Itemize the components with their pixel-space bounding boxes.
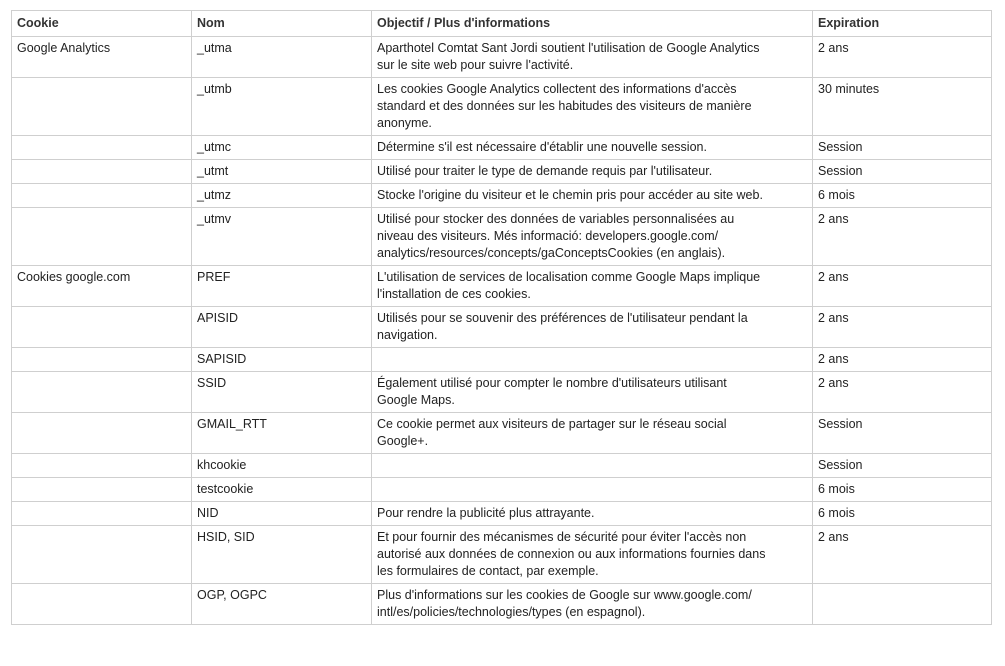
cookie-expiration-cell: 6 mois — [813, 184, 992, 208]
cookie-expiration-cell: 2 ans — [813, 37, 992, 78]
table-row — [12, 37, 992, 78]
cookie-category-cell — [12, 372, 192, 413]
cookie-category-cell — [12, 502, 192, 526]
cookie-expiration-cell: 2 ans — [813, 307, 992, 348]
cookie-expiration-cell: Session — [813, 413, 992, 454]
cookie-expiration-cell — [813, 584, 992, 625]
cookie-purpose-cell — [372, 348, 813, 372]
cookie-name-cell: _utmt — [192, 160, 372, 184]
cookie-category-cell — [12, 526, 192, 584]
cookie-expiration-cell: Session — [813, 136, 992, 160]
cookie-purpose-cell: Également utilisé pour compter le nombre d'utilisateurs utilisant Google Maps. — [372, 372, 813, 413]
cookie-name-cell: APISID — [192, 307, 372, 348]
cookie-category-cell — [12, 78, 192, 136]
cookie-purpose-cell — [372, 454, 813, 478]
table-row — [12, 208, 992, 266]
cookie-expiration-cell: Session — [813, 454, 992, 478]
cookie-expiration-cell: 6 mois — [813, 502, 992, 526]
cookie-name-cell: _utma — [192, 37, 372, 78]
table-header — [12, 11, 992, 37]
cookie-purpose-cell: Et pour fournir des mécanismes de sécurité pour éviter l'accès non autorisé aux données de connexion ou aux informations fournies dans les formulaires de contact, par exemple. — [372, 526, 813, 584]
cookie-category-cell — [12, 348, 192, 372]
cookie-purpose-cell: Utilisé pour traiter le type de demande requis par l'utilisateur. — [372, 160, 813, 184]
cookie-table — [11, 10, 992, 625]
cookie-purpose-cell: Ce cookie permet aux visiteurs de partager sur le réseau social Google+. — [372, 413, 813, 454]
cookie-purpose-cell: Détermine s'il est nécessaire d'établir une nouvelle session. — [372, 136, 813, 160]
cookie-expiration-cell: 30 minutes — [813, 78, 992, 136]
cookie-category-cell — [12, 307, 192, 348]
cookie-category-cell: Cookies google.com — [12, 266, 192, 307]
cookie-name-cell: SSID — [192, 372, 372, 413]
table-row — [12, 78, 992, 136]
header-expiration: Expiration — [813, 11, 992, 37]
cookie-purpose-cell: Pour rendre la publicité plus attrayante. — [372, 502, 813, 526]
table-body — [12, 37, 992, 625]
cookie-name-cell: NID — [192, 502, 372, 526]
table-row — [12, 184, 992, 208]
cookie-category-cell — [12, 454, 192, 478]
cookie-name-cell: _utmz — [192, 184, 372, 208]
cookie-category-cell — [12, 478, 192, 502]
table-row — [12, 454, 992, 478]
cookie-expiration-cell: 2 ans — [813, 208, 992, 266]
cookie-category-cell — [12, 136, 192, 160]
cookie-purpose-cell: Plus d'informations sur les cookies de Google sur www.google.com/ intl/es/policies/technologies/types (en espagnol). — [372, 584, 813, 625]
cookie-name-cell: _utmb — [192, 78, 372, 136]
cookie-name-cell: _utmv — [192, 208, 372, 266]
cookie-name-cell: HSID, SID — [192, 526, 372, 584]
table-row — [12, 307, 992, 348]
cookie-expiration-cell: 2 ans — [813, 348, 992, 372]
cookie-expiration-cell: Session — [813, 160, 992, 184]
cookie-category-cell — [12, 208, 192, 266]
cookie-name-cell: SAPISID — [192, 348, 372, 372]
cookie-purpose-cell: Utilisés pour se souvenir des préférences de l'utilisateur pendant la navigation. — [372, 307, 813, 348]
table-row — [12, 478, 992, 502]
table-row — [12, 413, 992, 454]
table-row — [12, 584, 992, 625]
header-name: Nom — [192, 11, 372, 37]
cookie-name-cell: _utmc — [192, 136, 372, 160]
header-row — [12, 11, 992, 37]
cookie-category-cell: Google Analytics — [12, 37, 192, 78]
header-purpose: Objectif / Plus d'informations — [372, 11, 813, 37]
header-cookie: Cookie — [12, 11, 192, 37]
cookie-category-cell — [12, 184, 192, 208]
cookie-name-cell: khcookie — [192, 454, 372, 478]
cookie-category-cell — [12, 413, 192, 454]
cookie-purpose-cell: Aparthotel Comtat Sant Jordi soutient l'utilisation de Google Analytics sur le site web pour suivre l'activité. — [372, 37, 813, 78]
table-row — [12, 526, 992, 584]
table-row — [12, 372, 992, 413]
cookie-category-cell — [12, 160, 192, 184]
table-row — [12, 502, 992, 526]
table-row — [12, 160, 992, 184]
cookie-expiration-cell: 6 mois — [813, 478, 992, 502]
cookie-purpose-cell: Utilisé pour stocker des données de variables personnalisées au niveau des visiteurs. Més informació: developers.google.com/ analytics/resources/concepts/gaConceptsCookies (en anglais). — [372, 208, 813, 266]
table-row — [12, 136, 992, 160]
cookie-name-cell: testcookie — [192, 478, 372, 502]
cookie-purpose-cell: L'utilisation de services de localisation comme Google Maps implique l'installation de ces cookies. — [372, 266, 813, 307]
cookie-table-container — [11, 10, 992, 625]
cookie-purpose-cell — [372, 478, 813, 502]
cookie-name-cell: PREF — [192, 266, 372, 307]
table-row — [12, 348, 992, 372]
cookie-expiration-cell: 2 ans — [813, 266, 992, 307]
cookie-purpose-cell: Stocke l'origine du visiteur et le chemin pris pour accéder au site web. — [372, 184, 813, 208]
cookie-purpose-cell: Les cookies Google Analytics collectent des informations d'accès standard et des données sur les habitudes des visiteurs de manière anonyme. — [372, 78, 813, 136]
cookie-expiration-cell: 2 ans — [813, 372, 992, 413]
cookie-category-cell — [12, 584, 192, 625]
cookie-name-cell: OGP, OGPC — [192, 584, 372, 625]
cookie-expiration-cell: 2 ans — [813, 526, 992, 584]
cookie-name-cell: GMAIL_RTT — [192, 413, 372, 454]
table-row — [12, 266, 992, 307]
